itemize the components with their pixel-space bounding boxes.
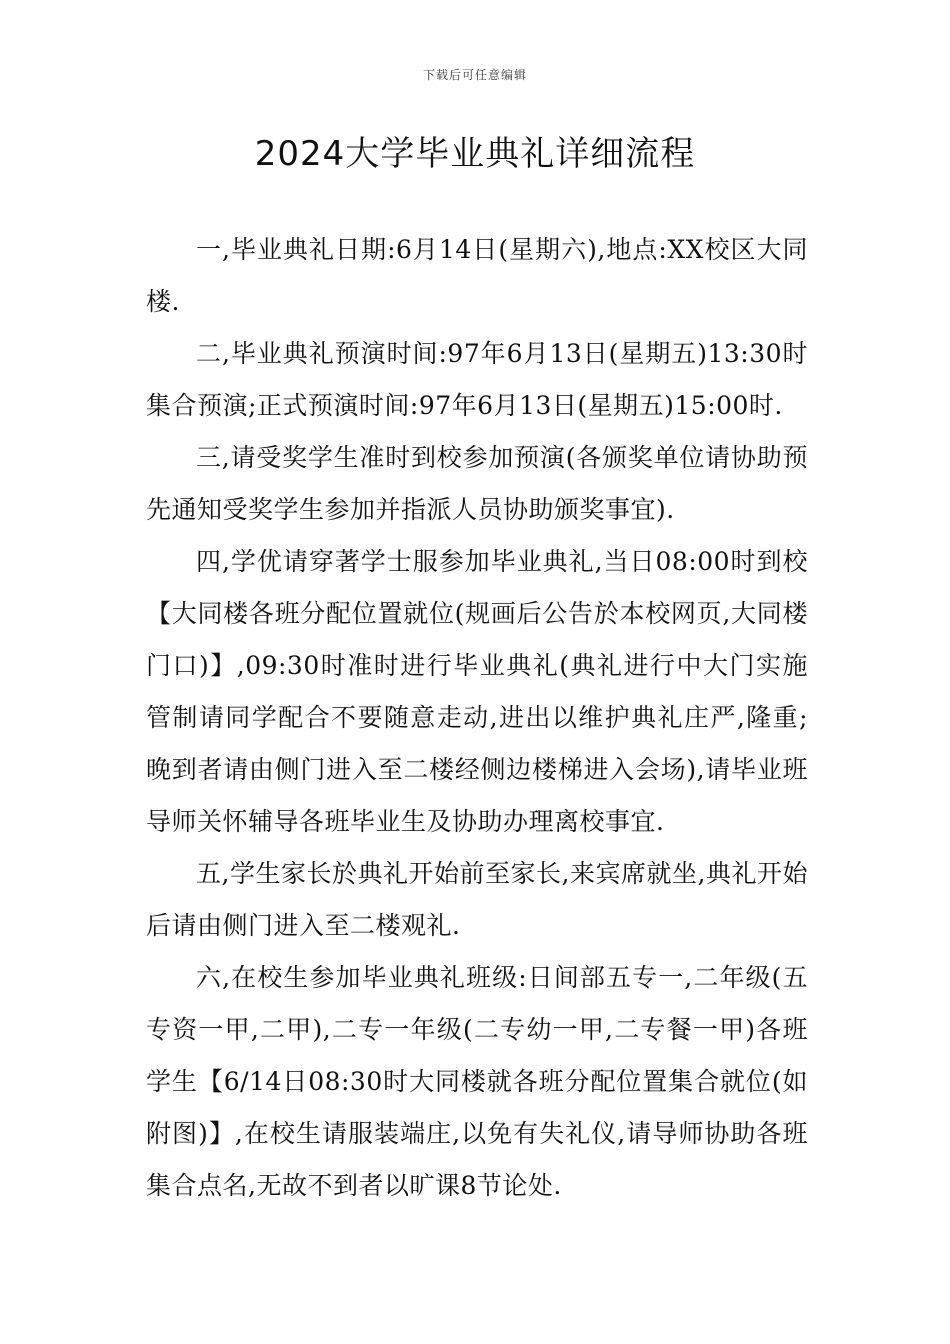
paragraph-3: 三,请受奖学生准时到校参加预演(各颁奖单位请协助预先通知受奖学生参加并指派人员协助颁奖事宜). (146, 443, 808, 524)
paragraph-1: 一,毕业典礼日期:6月14日(星期六),地点:XX校区大同楼. (146, 235, 808, 316)
paragraph-4: 四,学优请穿著学士服参加毕业典礼,当日08:00时到校【大同楼各班分配位置就位(规画后公告於本校网页,大同楼门口)】,09:30时准时进行毕业典礼(典礼进行中大门实施管制请同学配合不要随意走动,进出以维护典礼庄严,隆重;晚到者请由侧门进入至二楼经侧边楼梯进入会场),请毕业班导师关怀辅导各班毕业生及协助办理离校事宜. (146, 547, 808, 836)
paragraph-5: 五,学生家长於典礼开始前至家长,来宾席就坐,典礼开始后请由侧门进入至二楼观礼. (146, 859, 808, 940)
document-title: 2024大学毕业典礼详细流程 (254, 134, 696, 174)
document-body (146, 224, 808, 1212)
paragraph-6: 六,在校生参加毕业典礼班级:日间部五专一,二年级(五专资一甲,二甲),二专一年级(二专幼一甲,二专餐一甲)各班学生【6/14日08:30时大同楼就各班分配位置集合就位(如附图)】,在校生请服装端庄,以免有失礼仪,请导师协助各班集合点名,无故不到者以旷课8节论处. (146, 963, 808, 1200)
header-note: 下载后可任意编辑 (422, 68, 527, 82)
paragraph-2: 二,毕业典礼预演时间:97年6月13日(星期五)13:30时集合预演;正式预演时间:97年6月13日(星期五)15:00时. (146, 339, 808, 420)
